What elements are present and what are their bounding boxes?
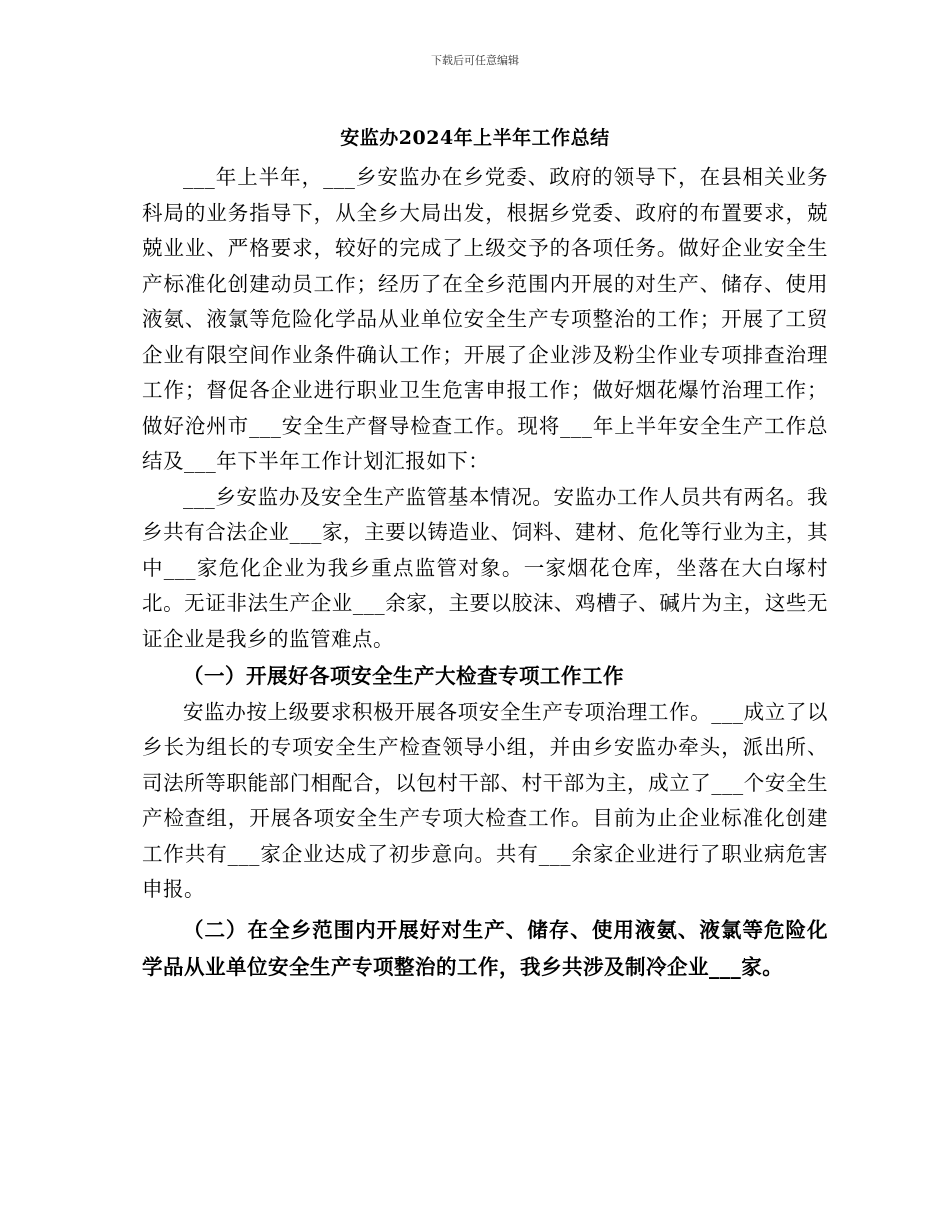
page-header: 下载后可任意编辑 — [431, 54, 519, 67]
document-title: 安监办2024年上半年工作总结 — [340, 127, 610, 149]
section-1-paragraph: 安监办按上级要求积极开展各项安全生产专项治理工作。___成立了以乡长为组长的专项安全生产检查领导小组，并由乡安监办牵头，派出所、司法所等职能部门相配合，以包村干部、村干部为主，成立了___个安全生产检查组，开展各项安全生产专项大检查工作。目前为止企业标准化创建工作共有___家企业达成了初步意向。共有___余家企业进行了职业病危害申报。 — [142, 699, 828, 901]
document-body — [142, 160, 828, 986]
section-2-heading: （二）在全乡范围内开展好对生产、储存、使用液氨、液氯等危险化学品从业单位安全生产专项整治的工作，我乡共涉及制冷企业___家。 — [142, 917, 828, 979]
overview-paragraph: ___乡安监办及安全生产监管基本情况。安监办工作人员共有两名。我乡共有合法企业___家，主要以铸造业、饲料、建材、危化等行业为主，其中___家危化企业为我乡重点监管对象。一家烟花仓库，坐落在大白塚村北。无证非法生产企业___余家，主要以胶沫、鸡槽子、碱片为主，这些无证企业是我乡的监管难点。 — [142, 484, 828, 651]
intro-paragraph: ___年上半年，___乡安监办在乡党委、政府的领导下，在县相关业务科局的业务指导下，从全乡大局出发，根据乡党委、政府的布置要求，兢兢业业、严格要求，较好的完成了上级交予的各项任务。做好企业安全生产标准化创建动员工作；经历了在全乡范围内开展的对生产、储存、使用液氨、液氯等危险化学品从业单位安全生产专项整治的工作；开展了工贸企业有限空间作业条件确认工作；开展了企业涉及粉尘作业专项排查治理工作；督促各企业进行职业卫生危害申报工作；做好烟花爆竹治理工作；做好沧州市___安全生产督导检查工作。现将___年上半年安全生产工作总结及___年下半年工作计划汇报如下： — [142, 165, 828, 473]
section-1-heading: （一）开展好各项安全生产大检查专项工作工作 — [183, 664, 624, 688]
